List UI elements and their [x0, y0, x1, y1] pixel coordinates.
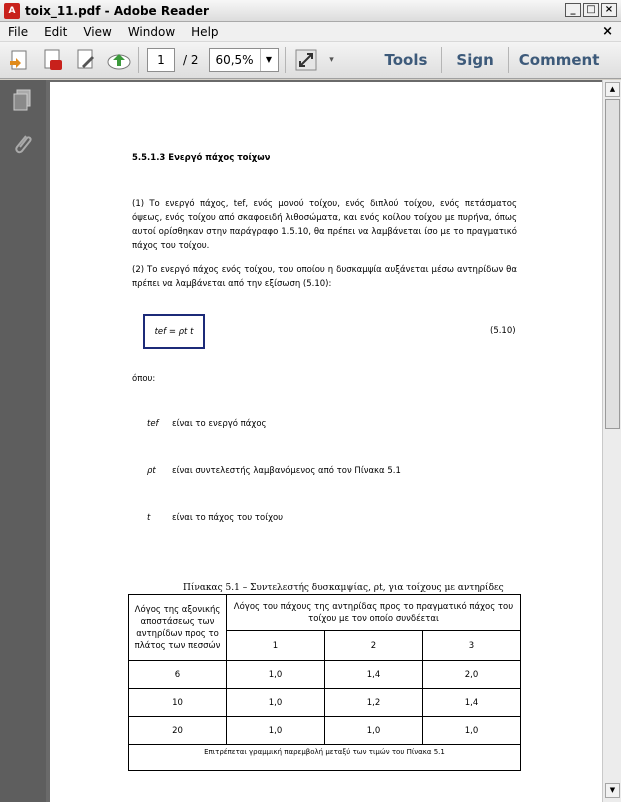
symbol-t-description: είναι το πάχος του τοίχου — [172, 513, 284, 523]
maximize-button[interactable]: □ — [583, 3, 599, 17]
minimize-button[interactable]: _ — [565, 3, 581, 17]
symbol-tef: tef — [147, 419, 159, 429]
toolbar — [0, 42, 621, 79]
window-title: toix_11.pdf - Adobe Reader — [25, 3, 209, 18]
table-header-cell: 1 — [227, 631, 325, 661]
attachments-icon[interactable] — [11, 132, 33, 156]
navigation-pane — [0, 80, 46, 802]
table-cell: 1,0 — [227, 717, 325, 745]
tools-button[interactable]: Tools — [384, 51, 428, 69]
equation-box: tef = ρt t — [143, 314, 205, 349]
table-cell: 6 — [129, 661, 227, 689]
upload-cloud-icon[interactable] — [106, 47, 132, 73]
where-label: όπου: — [132, 374, 156, 384]
symbol-tef-description: είναι το ενεργό πάχος — [172, 419, 267, 429]
menu-bar — [0, 22, 621, 42]
zoom-value: 60,5% — [215, 53, 254, 67]
document-viewer[interactable] — [46, 80, 602, 802]
symbol-rho: ρt — [147, 466, 156, 476]
table-row-header: Λόγος της αξονικής αποστάσεως των αντηρίδων προς το πλάτος των πεσσών — [129, 595, 227, 661]
paragraph-1: (1) Το ενεργό πάχος, tef, ενός μονού τοίχου, ενός διπλού τοίχου, ενός πετάσματος όψεως, ενός τοίχου από σκαφοειδή λιθοσώματα, και ενός κοίλου τοίχου με πυρήνα, όπως αυτοί ορίσθηκαν στην παράγραφο 1.5.10, θα πρέπει να λαμβάνεται ίσο με το πραγματικό πάχος του τοίχου. — [132, 199, 517, 251]
sign-button[interactable]: Sign — [456, 51, 494, 69]
toolbar-separator — [441, 47, 442, 73]
page-total: / 2 — [183, 53, 199, 67]
fit-page-icon[interactable] — [293, 47, 319, 73]
section-heading: 5.5.1.3 Ενεργό πάχος τοίχων — [132, 153, 271, 163]
coefficient-table — [128, 594, 521, 771]
table-caption: Πίνακας 5.1 – Συντελεστής δυσκαμψίας, ρt, για τοίχους με αντηρίδες — [183, 583, 504, 593]
comment-button[interactable]: Comment — [518, 51, 600, 69]
export-pdf-icon[interactable] — [40, 47, 66, 73]
table-footnote: Επιτρέπεται γραμμική παρεμβολή μεταξύ των τιμών του Πίνακα 5.1 — [129, 745, 521, 771]
scroll-down-arrow-icon[interactable]: ▼ — [605, 783, 620, 798]
table-cell: 1,0 — [227, 689, 325, 717]
pdf-page — [50, 82, 602, 802]
table-cell: 20 — [129, 717, 227, 745]
table-header-cell: 2 — [325, 631, 423, 661]
table-row — [129, 661, 521, 689]
paragraph-2: (2) Το ενεργό πάχος ενός τοίχου, του οποίου η δυσκαμψία αυξάνεται μέσω αντηρίδων θα πρέπει να λαμβάνεται από την εξίσωση (5.10): — [132, 265, 517, 289]
scrollbar-thumb[interactable] — [605, 99, 620, 429]
symbol-rho-description: είναι συντελεστής λαμβανόμενος από τον Πίνακα 5.1 — [172, 466, 401, 476]
chevron-down-icon[interactable]: ▼ — [260, 49, 278, 71]
table-cell: 2,0 — [423, 661, 521, 689]
table-cell: 1,0 — [227, 661, 325, 689]
toolbar-separator — [508, 47, 509, 73]
create-pdf-icon[interactable] — [7, 47, 33, 73]
table-column-header: Λόγος του πάχους της αντηρίδας προς το πραγματικό πάχος του τοίχου με τον οποίο συνδέεται — [227, 595, 521, 631]
toolbar-options-icon[interactable]: ▾ — [329, 55, 334, 65]
menu-edit[interactable]: Edit — [44, 24, 68, 39]
edit-pdf-icon[interactable] — [73, 47, 99, 73]
menu-window[interactable]: Window — [127, 24, 176, 39]
equation-number: (5.10) — [490, 326, 516, 336]
close-document-button[interactable]: × — [602, 24, 613, 39]
adobe-reader-icon: A — [4, 3, 20, 19]
title-bar — [0, 0, 621, 22]
scroll-up-arrow-icon[interactable]: ▲ — [605, 82, 620, 97]
table-header-cell: 3 — [423, 631, 521, 661]
table-row — [129, 717, 521, 745]
vertical-scrollbar[interactable] — [602, 80, 621, 802]
table-cell: 1,0 — [423, 717, 521, 745]
menu-help[interactable]: Help — [191, 24, 219, 39]
table-row — [129, 689, 521, 717]
table-cell: 10 — [129, 689, 227, 717]
page-number-input[interactable]: 1 — [147, 48, 175, 72]
symbol-t: t — [147, 513, 151, 523]
window-controls — [565, 3, 617, 17]
table-cell: 1,0 — [325, 717, 423, 745]
toolbar-separator — [138, 47, 139, 73]
close-button[interactable]: × — [601, 3, 617, 17]
menu-file[interactable]: File — [8, 24, 29, 39]
table-cell: 1,4 — [423, 689, 521, 717]
menu-view[interactable]: View — [83, 24, 112, 39]
table-cell: 1,2 — [325, 689, 423, 717]
toolbar-separator — [285, 47, 286, 73]
page-thumbnails-icon[interactable] — [11, 88, 33, 112]
table-cell: 1,4 — [325, 661, 423, 689]
zoom-select[interactable] — [209, 48, 279, 72]
